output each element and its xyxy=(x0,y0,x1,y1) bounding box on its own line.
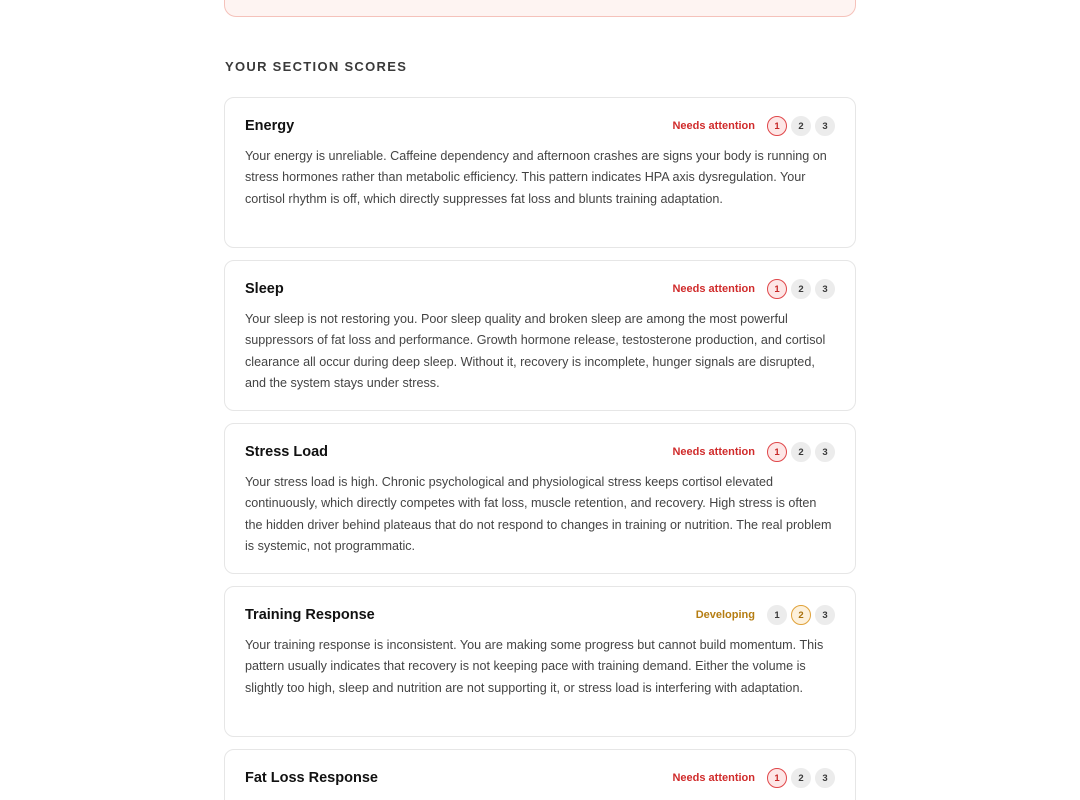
score-level-2: 2 xyxy=(791,279,811,299)
score-card-header xyxy=(245,442,835,462)
score-card-title: Stress Load xyxy=(245,444,328,460)
score-card-title: Sleep xyxy=(245,281,284,297)
status-label: Needs attention xyxy=(672,772,755,784)
alert-banner xyxy=(224,0,856,17)
status-indicator xyxy=(696,605,835,625)
score-level-1: 1 xyxy=(767,116,787,136)
score-level-1: 1 xyxy=(767,768,787,788)
score-card-header xyxy=(245,279,835,299)
score-level-3: 3 xyxy=(815,768,835,788)
score-scale xyxy=(763,279,835,299)
score-card-title: Fat Loss Response xyxy=(245,770,378,786)
score-level-3: 3 xyxy=(815,605,835,625)
status-label: Needs attention xyxy=(672,120,755,132)
score-card-description: Your sleep is not restoring you. Poor sleep quality and broken sleep are among the most powerful suppressors of fat loss and performance. Growth hormone release, testosterone production, and cortisol clearance all occur during deep sleep. Without it, recovery is incomplete, hunger signals are disrupted, and the system stays under stress. xyxy=(245,312,826,391)
status-indicator xyxy=(672,279,835,299)
status-indicator xyxy=(672,768,835,788)
section-score-list xyxy=(224,97,856,800)
score-level-2: 2 xyxy=(791,442,811,462)
score-scale xyxy=(763,442,835,462)
status-label: Needs attention xyxy=(672,283,755,295)
score-card-header xyxy=(245,605,835,625)
score-card xyxy=(224,260,856,411)
status-label: Developing xyxy=(695,609,755,621)
score-level-1: 1 xyxy=(767,605,787,625)
score-level-3: 3 xyxy=(815,442,835,462)
score-card-description: Your stress load is high. Chronic psychological and physiological stress keeps cortisol elevated continuously, which directly competes with fat loss, muscle retention, and recovery. High stress is often the hidden driver behind plateaus that do not respond to changes in training or nutrition. The real problem is systemic, not programmatic. xyxy=(245,475,832,554)
score-card-description: Your energy is unreliable. Caffeine dependency and afternoon crashes are signs your body is running on stress hormones rather than metabolic efficiency. This pattern indicates HPA axis dysregulation. Your cortisol rhythm is off, which directly suppresses fat loss and blunts training adaptation. xyxy=(245,149,827,206)
score-card xyxy=(224,586,856,737)
score-scale xyxy=(763,116,835,136)
score-card-header xyxy=(245,768,835,788)
score-level-2: 2 xyxy=(791,768,811,788)
score-level-3: 3 xyxy=(815,116,835,136)
status-label: Needs attention xyxy=(672,446,755,458)
status-indicator xyxy=(672,116,835,136)
score-card-title: Energy xyxy=(245,118,295,134)
score-card-header xyxy=(245,116,835,136)
section-heading: YOUR SECTION SCORES xyxy=(225,59,408,74)
score-card-title: Training Response xyxy=(245,607,375,623)
score-card xyxy=(224,423,856,574)
score-card xyxy=(224,749,856,800)
score-level-1: 1 xyxy=(767,279,787,299)
score-level-2: 2 xyxy=(791,116,811,136)
score-card xyxy=(224,97,856,248)
score-card-description: Your training response is inconsistent. You are making some progress but cannot build momentum. This pattern usually indicates that recovery is not keeping pace with training demand. Either the volume is slightly too high, sleep and nutrition are not supporting it, or stress load is interfering with adaptation. xyxy=(245,638,824,695)
score-level-1: 1 xyxy=(767,442,787,462)
score-scale xyxy=(763,605,835,625)
score-level-2: 2 xyxy=(791,605,811,625)
status-indicator xyxy=(672,442,835,462)
score-scale xyxy=(763,768,835,788)
score-level-3: 3 xyxy=(815,279,835,299)
